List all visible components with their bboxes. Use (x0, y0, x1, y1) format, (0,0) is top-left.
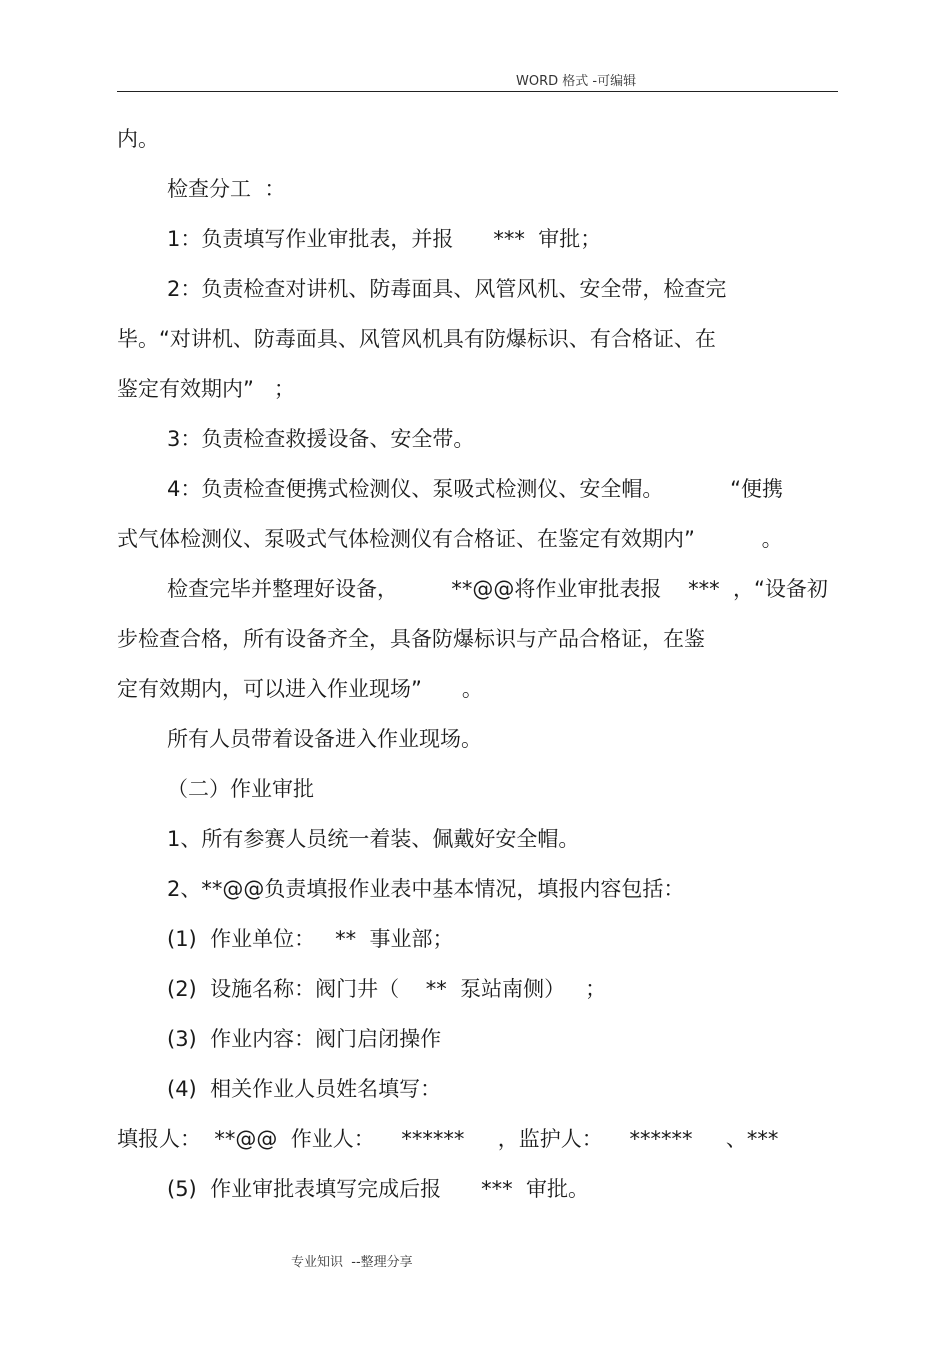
body-line: 所有人员带着设备进入作业现场。 (167, 727, 482, 751)
body-line: 2：负责检查对讲机、防毒面具、风管风机、安全带，检查完 (167, 277, 727, 301)
body-line: 3：负责检查救援设备、安全带。 (167, 427, 475, 451)
body-line: (3) 作业内容：阀门启闭操作 (167, 1027, 442, 1051)
body-line: (1) 作业单位： ** 事业部； (167, 927, 454, 951)
body-line: 检查分工 ： (167, 177, 286, 201)
page-footer: 专业知识 --整理分享 (291, 1255, 413, 1270)
body-line: 鉴定有效期内” ； (117, 377, 295, 401)
body-line: (2) 设施名称：阀门井（ ** 泵站南侧） ； (167, 977, 607, 1001)
body-line: 毕。“对讲机、防毒面具、风管风机具有防爆标识、有合格证、在 (117, 327, 716, 351)
body-line: 1、所有参赛人员统一着装、佩戴好安全帽。 (167, 827, 580, 851)
body-line: 步检查合格，所有设备齐全，具备防爆标识与产品合格证，在鉴 (117, 627, 705, 651)
body-line: 式气体检测仪、泵吸式气体检测仪有合格证、在鉴定有效期内” 。 (117, 527, 783, 551)
section-heading: （二）作业审批 (167, 777, 314, 801)
body-line: (5) 作业审批表填写完成后报 *** 审批。 (167, 1177, 589, 1201)
header-divider (117, 91, 838, 92)
body-line: (4) 相关作业人员姓名填写： (167, 1077, 442, 1101)
body-line: 4：负责检查便携式检测仪、泵吸式检测仪、安全帽。 “便携 (167, 477, 783, 501)
body-line: 填报人： **@@ 作业人： ****** ，监护人： ****** 、*** (117, 1127, 779, 1151)
body-line: 2、**@@负责填报作业表中基本情况，填报内容包括： (167, 877, 685, 901)
body-line: 定有效期内，可以进入作业现场” 。 (117, 677, 483, 701)
body-line: 1：负责填写作业审批表，并报 *** 审批； (167, 227, 602, 251)
body-line: 检查完毕并整理好设备， **@@将作业审批表报 *** ，“设备初 (167, 577, 828, 601)
header-title: WORD 格式 -可编辑 (516, 74, 637, 89)
body-line: 内。 (117, 127, 159, 151)
